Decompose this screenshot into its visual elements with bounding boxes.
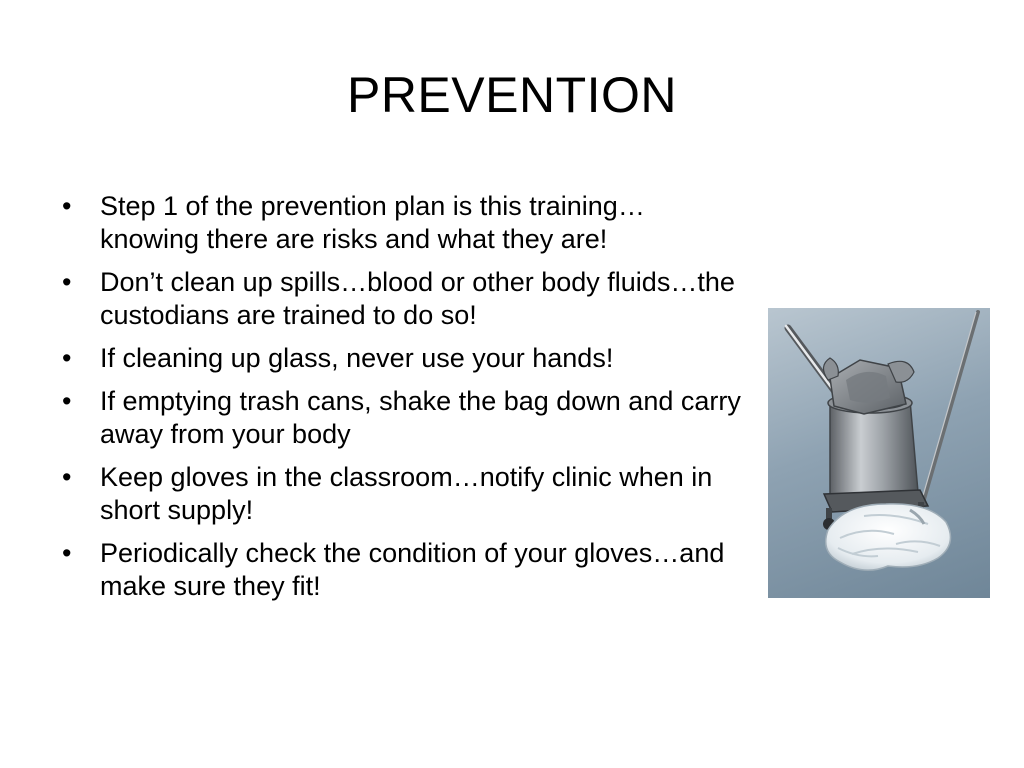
bullet-item — [62, 342, 742, 375]
bullet-marker: • — [62, 267, 72, 297]
bullet-marker: • — [62, 386, 72, 416]
bullet-marker: • — [62, 343, 72, 373]
bullet-item — [62, 190, 742, 256]
bullet-item — [62, 537, 742, 603]
bullet-marker: • — [62, 191, 72, 221]
bullet-item — [62, 461, 742, 527]
bullet-marker: • — [62, 538, 72, 568]
mop-bucket-icon — [768, 308, 990, 598]
slide-title: PREVENTION — [346, 67, 678, 123]
bullet-text: Step 1 of the prevention plan is this training…knowing there are risks and what they are! — [100, 191, 645, 254]
bullet-list — [62, 190, 742, 613]
bullet-text: If emptying trash cans, shake the bag down and carry away from your body — [100, 386, 741, 449]
mop-bucket-photo — [768, 308, 990, 598]
bullet-item — [62, 266, 742, 332]
bullet-marker: • — [62, 462, 72, 492]
bullet-text: If cleaning up glass, never use your hands! — [100, 343, 614, 373]
bullet-item — [62, 385, 742, 451]
bullet-text: Periodically check the condition of your gloves…and make sure they fit! — [100, 538, 725, 601]
bullet-text: Keep gloves in the classroom…notify clinic when in short supply! — [100, 462, 713, 525]
bullet-text: Don’t clean up spills…blood or other body fluids…the custodians are trained to do so! — [100, 267, 735, 330]
